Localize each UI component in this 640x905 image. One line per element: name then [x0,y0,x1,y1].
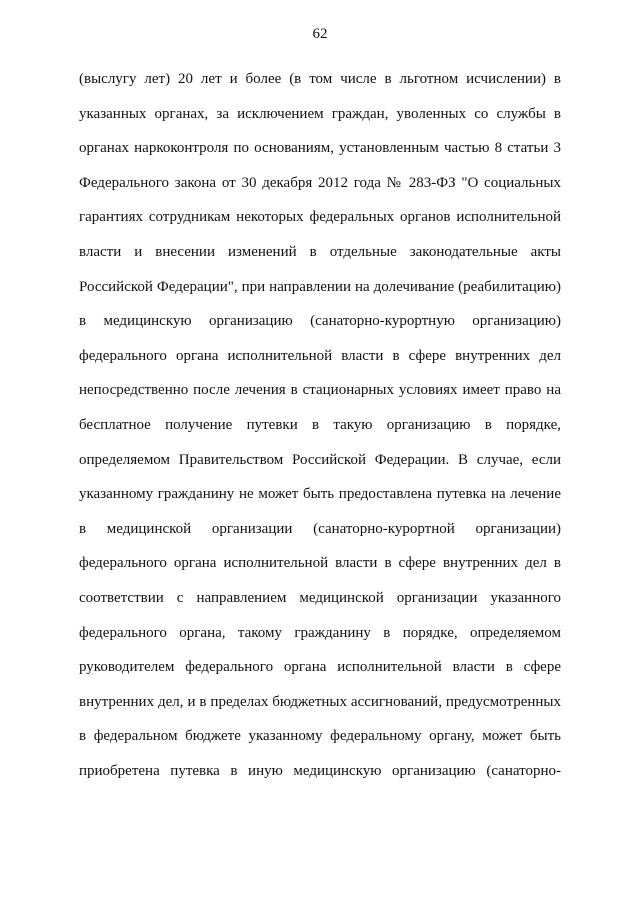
page-number: 62 [312,26,328,42]
text-line: приобретена путевка в иную медицинскую организацию (санаторно- [79,762,561,779]
text-line: органах наркоконтроля по основаниям, установленным частью 8 статьи 3 [79,140,561,157]
text-line: указанному гражданину не может быть предоставлена путевка на лечение [79,486,561,503]
text-line: Федерального закона от 30 декабря 2012 года № 283-ФЗ "О социальных [79,174,561,191]
text-line: в федеральном бюджете указанному федеральному органу, может быть [79,728,561,745]
text-line: федерального органа исполнительной власти в сфере внутренних дел [79,347,561,364]
text-line: в медицинскую организацию (санаторно-курортную организацию) [79,313,561,330]
text-line: определяемом Правительством Российской Федерации. В случае, если [79,451,561,468]
text-line: (выслугу лет) 20 лет и более (в том числе в льготном исчислении) в [79,71,561,87]
text-line: непосредственно после лечения в стационарных условиях имеет право на [79,382,561,399]
text-line: руководителем федерального органа исполнительной власти в сфере [79,659,561,676]
text-line: гарантиях сотрудникам некоторых федеральных органов исполнительной [79,209,561,226]
text-line: Российской Федерации", при направлении на долечивание (реабилитацию) [79,278,561,295]
text-line: власти и внесении изменений в отдельные законодательные акты [79,243,561,260]
text-line: в медицинской организации (санаторно-курортной организации) [79,520,561,537]
text-line: соответствии с направлением медицинской организации указанного [79,589,561,606]
text-line: бесплатное получение путевки в такую организацию в порядке, [79,416,561,433]
text-line: федерального органа, такому гражданину в порядке, определяемом [79,624,561,641]
text-line: указанных органах, за исключением граждан, уволенных со службы в [79,105,561,122]
document-body [79,62,561,788]
text-line: федерального органа исполнительной власти в сфере внутренних дел в [79,555,561,572]
text-line: внутренних дел, и в пределах бюджетных ассигнований, предусмотренных [79,693,561,710]
